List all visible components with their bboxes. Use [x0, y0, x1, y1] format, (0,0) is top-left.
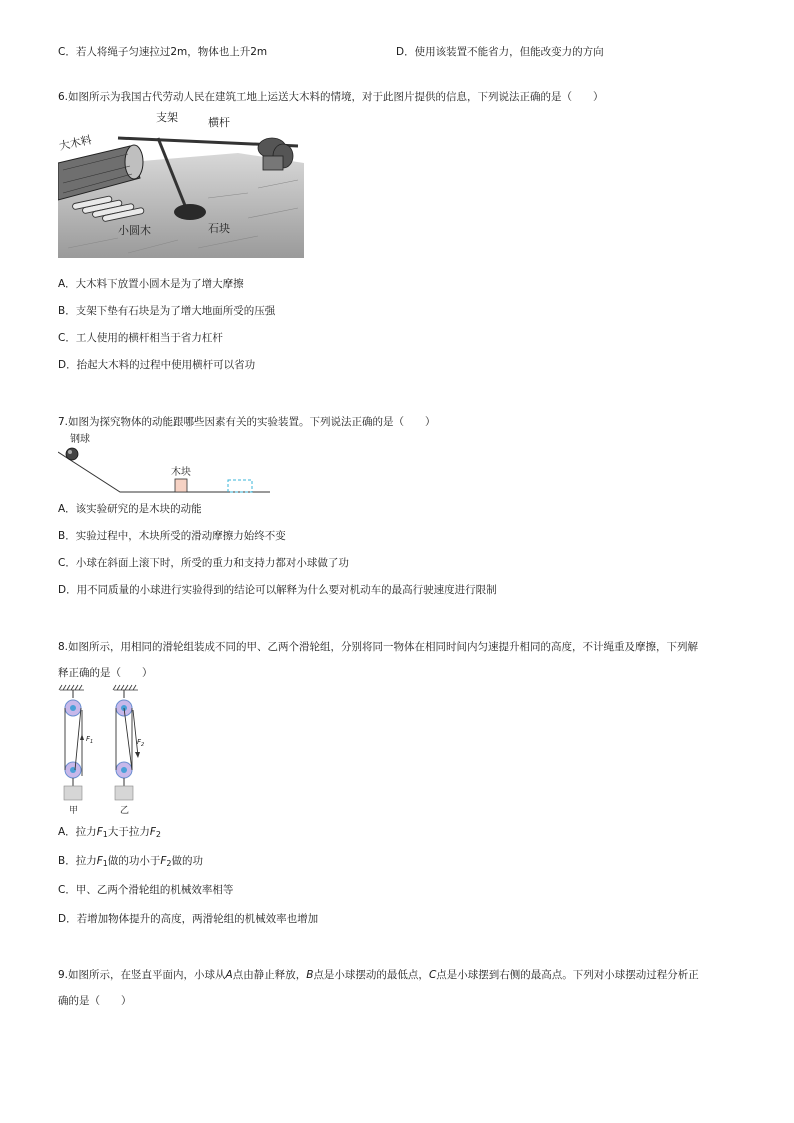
ramp-track [58, 452, 270, 492]
q6-stem: 6.如图所示为我国古代劳动人民在建筑工地上运送大木料的情境，对于此图片提供的信息，下列说法正确的是（ ） [58, 91, 604, 103]
q9-stem-line2: 确的是（ ） [58, 995, 132, 1007]
label-mukuai: 木块 [171, 467, 191, 478]
q6-option-b: B．支架下垫有石块是为了增大地面所受的压强 [58, 305, 276, 317]
steel-ball [66, 448, 78, 460]
q7-option-a: A．该实验研究的是木块的动能 [58, 503, 202, 515]
label-gangqiu: 钢球 [70, 434, 90, 445]
label-henggan: 横杆 [208, 116, 230, 129]
pulley-system-jia [64, 690, 84, 800]
q6-option-d: D．抬起大木料的过程中使用横杆可以省功 [58, 359, 256, 371]
q9-stem-line1: 9.如图所示，在竖直平面内，小球从A点由静止释放，B点是小球摆动的最低点，C点是小球摆到右侧的最高点。下列对小球摆动过程分析正 [58, 969, 699, 981]
label-yi: 乙 [120, 806, 130, 816]
label-xiaoyuanmu: 小圆木 [118, 224, 151, 237]
stone-block [174, 204, 206, 220]
workers [258, 138, 293, 170]
q6-option-a: A．大木料下放置小圆木是为了增大摩擦 [58, 278, 244, 290]
q6-option-c: C．工人使用的横杆相当于省力杠杆 [58, 332, 223, 344]
wood-block [175, 479, 187, 492]
q8-option-b: B．拉力$F_1$做的功小于$F_2$做的功 [58, 855, 203, 868]
label-damuliao: 大木料 [58, 133, 93, 153]
q8-option-d: D．若增加物体提升的高度，两滑轮组的机械效率也增加 [58, 913, 319, 925]
q5-option-c: C．若人将绳子匀速拉过2m，物体也上升2m [58, 46, 268, 58]
label-f2: $F_2$ [137, 738, 145, 748]
label-zhijia: 支架 [156, 111, 178, 124]
q7-option-c: C．小球在斜面上滚下时，所受的重力和支持力都对小球做了功 [58, 557, 349, 569]
label-shikuai: 石块 [208, 222, 230, 235]
q8-option-c: C．甲、乙两个滑轮组的机械效率相等 [58, 884, 234, 896]
q8-option-a: A．拉力$F_1$大于拉力$F_2$ [58, 826, 161, 839]
q7-option-d: D．用不同质量的小球进行实验得到的结论可以解释为什么要对机动车的最高行驶速度进行限制 [58, 584, 497, 596]
q5-option-d: D．使用该装置不能省力，但能改变力的方向 [396, 46, 604, 58]
q8-illustration [58, 684, 158, 818]
q7-stem: 7.如图为探究物体的动能跟哪些因素有关的实验装置。下列说法正确的是（ ） [58, 416, 436, 428]
q8-figure-pulleys [58, 684, 158, 818]
label-jia: 甲 [69, 806, 79, 816]
q8-stem-line1: 8.如图所示，用相同的滑轮组装成不同的甲、乙两个滑轮组，分别将同一物体在相同时间内匀速提升相同的高度，不计绳重及摩擦，下列解 [58, 641, 699, 653]
q6-figure-wooden-beam [58, 108, 304, 258]
q8-stem-line2: 释正确的是（ ） [58, 667, 153, 679]
q7-figure-ramp [58, 432, 274, 496]
label-f1: $F_1$ [86, 735, 94, 745]
wood-block-final-position [228, 480, 252, 492]
q7-option-b: B．实验过程中，木块所受的滑动摩擦力始终不变 [58, 530, 286, 542]
q6-illustration [58, 108, 304, 258]
q7-illustration [58, 432, 274, 496]
